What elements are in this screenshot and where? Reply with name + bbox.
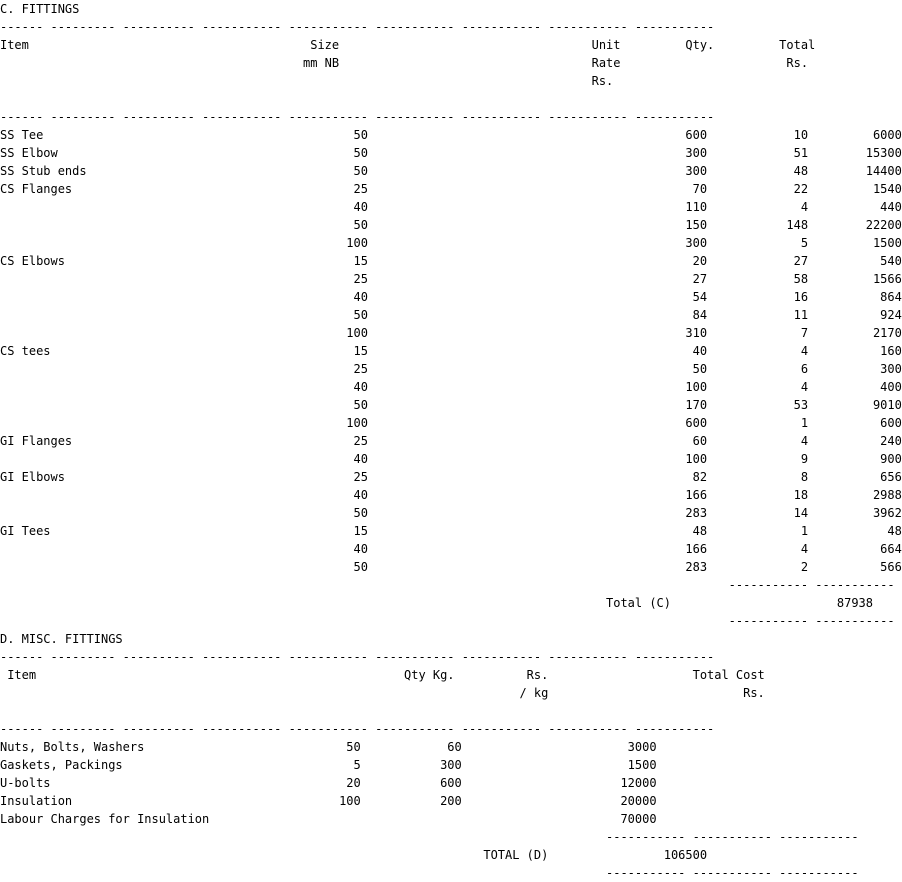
table-row: 50 170 53 9010: [0, 398, 902, 412]
table-row: 100 300 5 1500: [0, 236, 902, 250]
table-row: GI Flanges 25 60 4 240: [0, 434, 902, 448]
table-row: 40 166 4 664: [0, 542, 902, 556]
section-d-header: / kg Rs.: [0, 686, 765, 700]
table-row: CS tees 15 40 4 160: [0, 344, 902, 358]
table-row: 40 100 9 900: [0, 452, 902, 466]
table-row: GI Elbows 25 82 8 656: [0, 470, 902, 484]
table-row: U-bolts 20 600 12000: [0, 776, 657, 790]
table-row: 25 50 6 300: [0, 362, 902, 376]
table-row: Insulation 100 200 20000: [0, 794, 657, 808]
blank-line: [0, 702, 800, 720]
table-row: Nuts, Bolts, Washers 50 60 3000: [0, 740, 657, 754]
table-row: CS Elbows 15 20 27 540: [0, 254, 902, 268]
table-row: 50 150 148 22200: [0, 218, 902, 232]
section-d-header: Item Qty Kg. Rs. Total Cost: [0, 668, 765, 682]
section-d-separator: ------ --------- ---------- ----------- ----------- ----------- ----------- ----------- -----------: [0, 722, 715, 736]
section-c-separator: ------ --------- ---------- ----------- ----------- ----------- ----------- ----------- -----------: [0, 20, 715, 34]
section-d-total: TOTAL (D) 106500: [0, 848, 708, 862]
table-row: 50 283 14 3962: [0, 506, 902, 520]
table-row: 25 27 58 1566: [0, 272, 902, 286]
table-row: 100 600 1 600: [0, 416, 902, 430]
section-c-header: Item Size Unit Qty. Total: [0, 38, 816, 52]
section-c-total-rule: ----------- -----------: [0, 614, 895, 628]
table-row: 40 100 4 400: [0, 380, 902, 394]
table-row: 40 54 16 864: [0, 290, 902, 304]
section-d-separator: ------ --------- ---------- ----------- ----------- ----------- ----------- ----------- -----------: [0, 650, 715, 664]
section-c-header: Rs.: [0, 74, 614, 88]
section-c-total: Total (C) 87938: [0, 596, 873, 610]
table-row: 100 310 7 2170: [0, 326, 902, 340]
table-row: 50 283 2 566: [0, 560, 902, 574]
section-c-separator: ------ --------- ---------- ----------- ----------- ----------- ----------- ----------- -----------: [0, 110, 715, 124]
section-d-total-rule: ----------- ----------- -----------: [0, 830, 859, 844]
section-c-title: C. FITTINGS: [0, 2, 80, 16]
table-row: SS Stub ends 50 300 48 14400: [0, 164, 902, 178]
blank-line: [0, 90, 800, 108]
section-d-title: D. MISC. FITTINGS: [0, 632, 123, 646]
table-row: SS Elbow 50 300 51 15300: [0, 146, 902, 160]
table-row: Labour Charges for Insulation 70000: [0, 812, 657, 826]
section-d-total-rule: ----------- ----------- -----------: [0, 866, 859, 880]
table-row: 50 84 11 924: [0, 308, 902, 322]
table-row: CS Flanges 25 70 22 1540: [0, 182, 902, 196]
table-row: Gaskets, Packings 5 300 1500: [0, 758, 657, 772]
table-row: 40 166 18 2988: [0, 488, 902, 502]
table-row: GI Tees 15 48 1 48: [0, 524, 902, 538]
table-row: 40 110 4 440: [0, 200, 902, 214]
section-c-header: mm NB Rate Rs.: [0, 56, 809, 70]
section-c-total-rule: ----------- -----------: [0, 578, 895, 592]
table-row: SS Tee 50 600 10 6000: [0, 128, 902, 142]
